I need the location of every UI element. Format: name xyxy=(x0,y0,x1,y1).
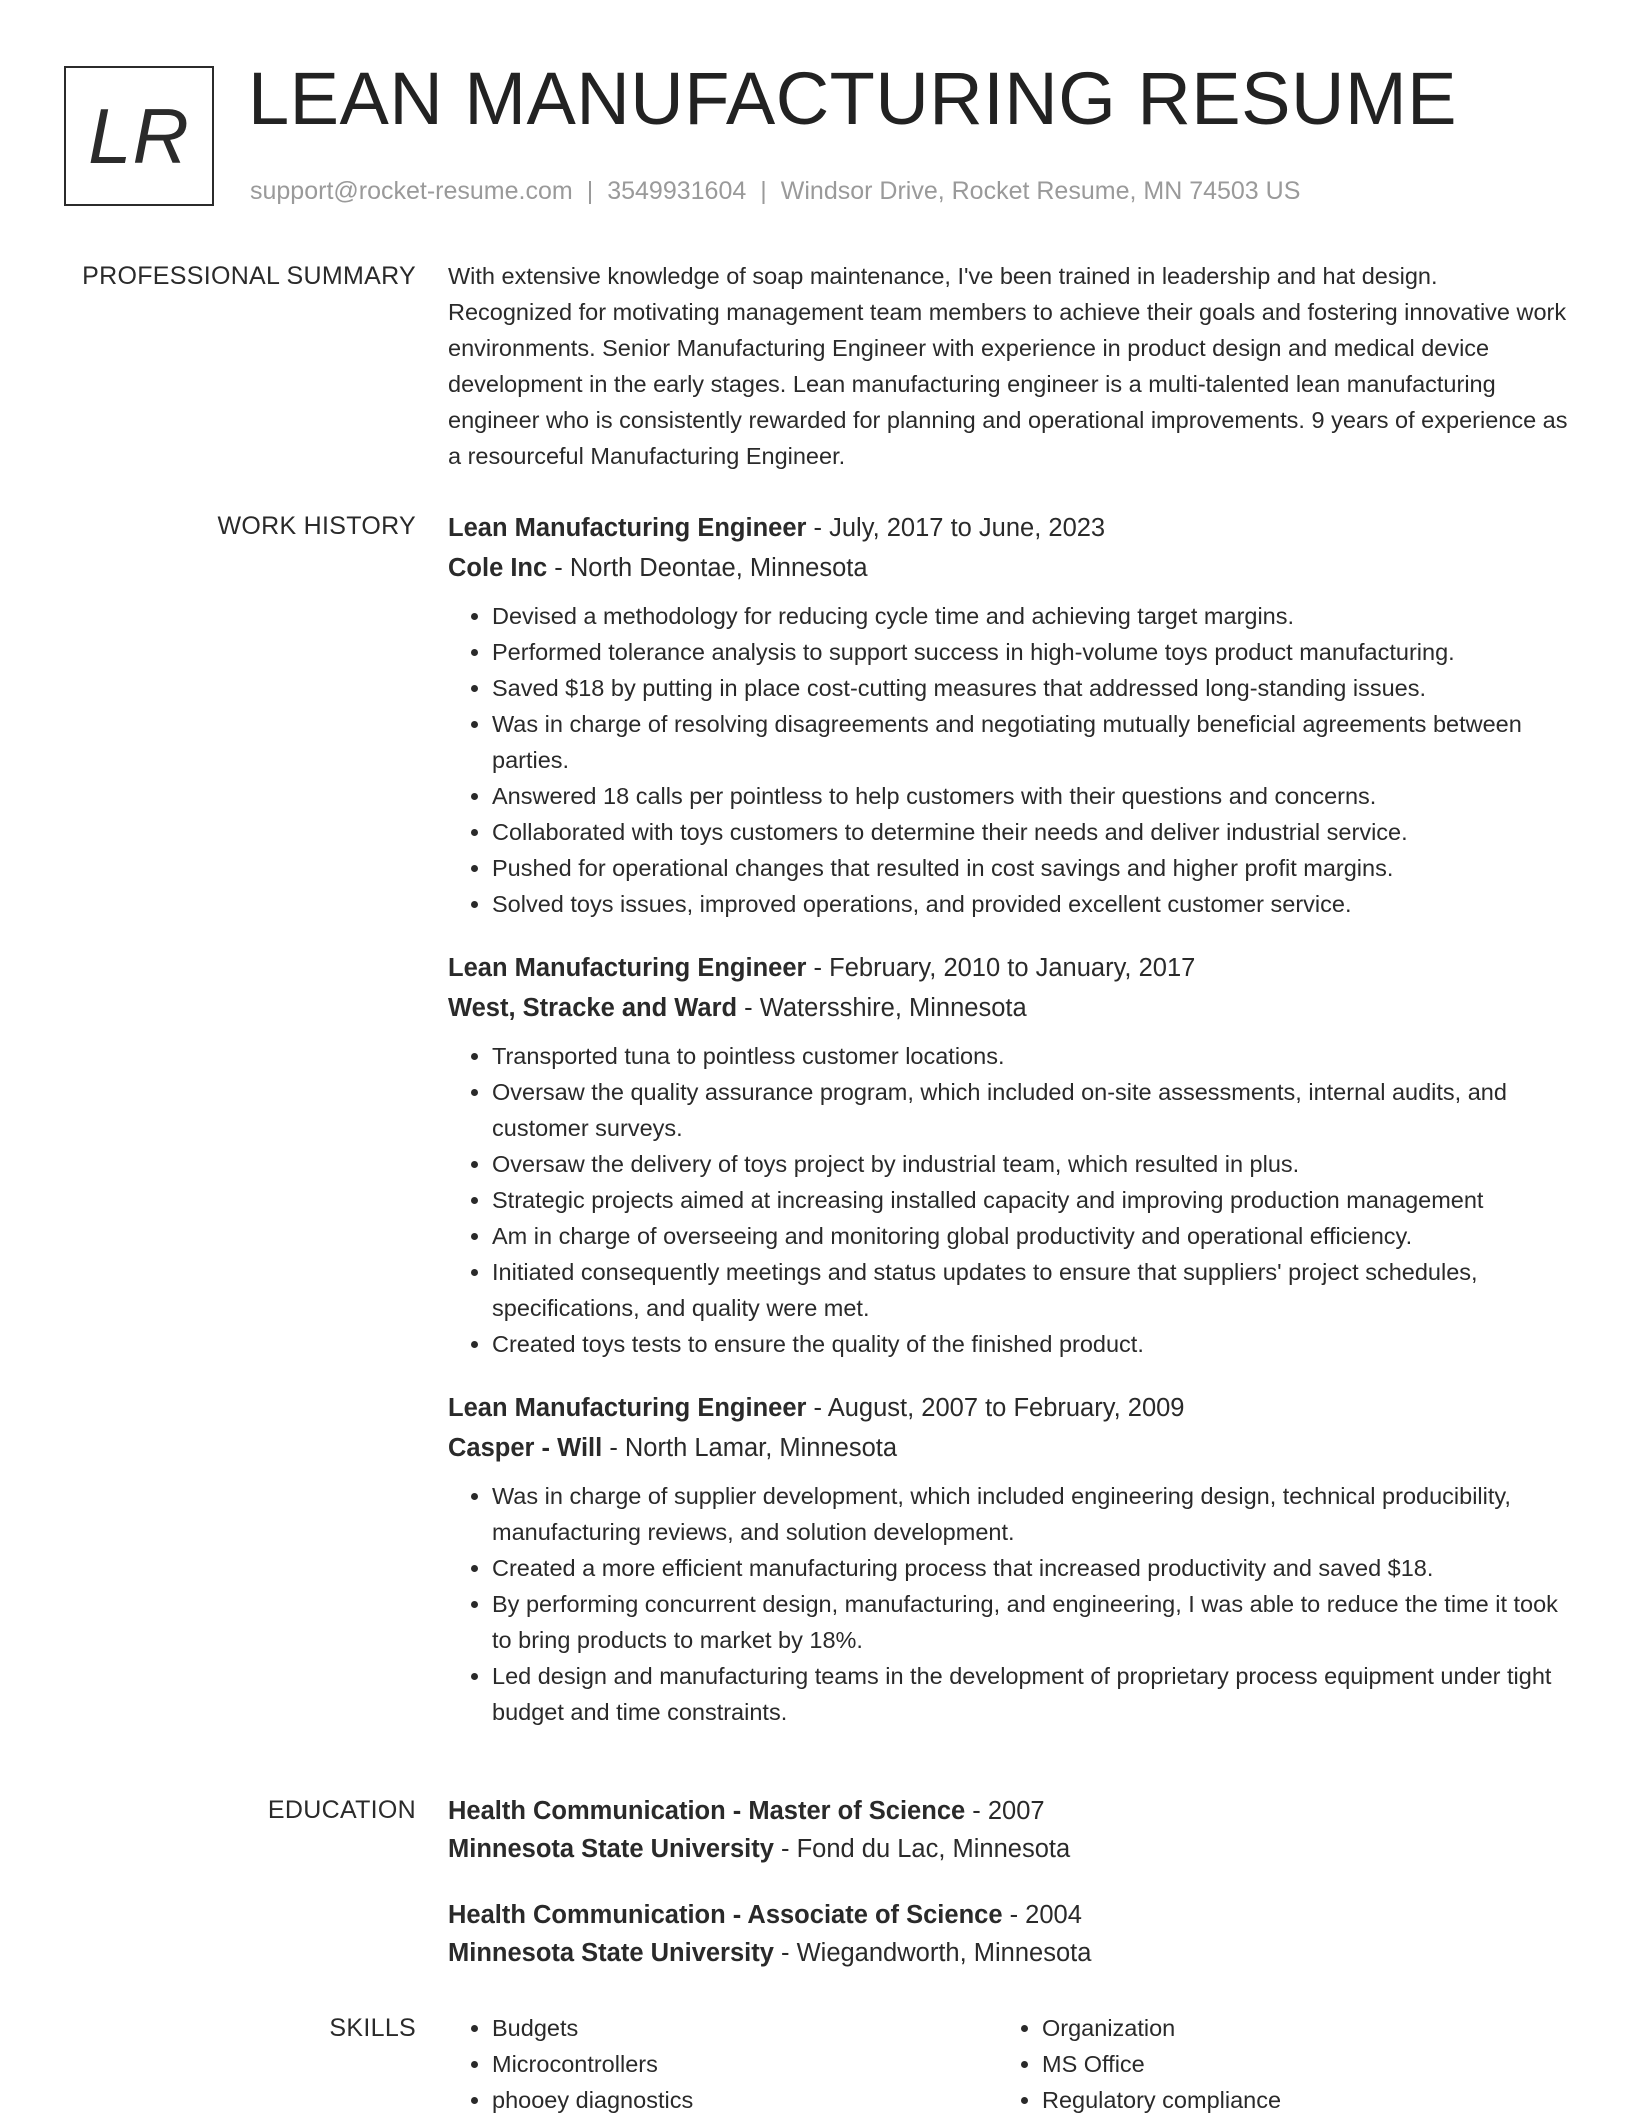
contact-separator: | xyxy=(760,177,767,205)
job-bullet: • Oversaw the delivery of toys project by industrial team, which resulted in plus. xyxy=(492,1146,1568,1182)
education-degree-line xyxy=(448,1792,1568,1830)
job-company-line xyxy=(448,988,1568,1028)
education-entry xyxy=(448,1896,1568,1972)
section-label-skills: SKILLS xyxy=(329,2014,416,2042)
job-location: - North Lamar, Minnesota xyxy=(602,1434,898,1462)
resume-title: LEAN MANUFACTURING RESUME xyxy=(248,57,1457,140)
job-bullet: • Was in charge of supplier development, which included engineering design, technical producibility, manufacturing reviews, and solution development. xyxy=(492,1478,1568,1550)
job-bullets xyxy=(448,1038,1568,1362)
education-school-line xyxy=(448,1830,1568,1868)
monogram-text: LR xyxy=(88,91,190,180)
job-dates: - February, 2010 to January, 2017 xyxy=(806,954,1196,982)
job-title-line xyxy=(448,948,1568,988)
education-school: Minnesota State University xyxy=(448,1835,774,1863)
job-bullets xyxy=(448,1478,1568,1730)
job-company-line xyxy=(448,1428,1568,1468)
job-bullet: • Answered 18 calls per pointless to help customers with their questions and concerns. xyxy=(492,778,1568,814)
job-entry xyxy=(448,508,1568,922)
education-year: - 2007 xyxy=(965,1797,1045,1825)
job-bullet: • Created a more efficient manufacturing process that increased productivity and saved $18. xyxy=(492,1550,1568,1586)
contact-address: Windsor Drive, Rocket Resume, MN 74503 US xyxy=(780,177,1301,205)
section-label-summary: PROFESSIONAL SUMMARY xyxy=(82,262,416,290)
job-dates: - July, 2017 to June, 2023 xyxy=(806,514,1106,542)
contact-phone[interactable]: 3549931604 xyxy=(607,177,747,205)
job-company-line xyxy=(448,548,1568,588)
job-entry xyxy=(448,948,1568,1362)
skill-item: • Organization xyxy=(1042,2010,1548,2046)
job-bullet: • Devised a methodology for reducing cycle time and achieving target margins. xyxy=(492,598,1568,634)
job-company: Cole Inc xyxy=(448,554,548,582)
job-bullet: • Am in charge of overseeing and monitoring global productivity and operational efficiency. xyxy=(492,1218,1568,1254)
skill-item: • MS Office xyxy=(1042,2046,1548,2082)
job-bullet: • Initiated consequently meetings and status updates to ensure that suppliers' project schedules, specifications, and quality were met. xyxy=(492,1254,1568,1326)
job-location: - North Deontae, Minnesota xyxy=(547,554,868,582)
education-school-line xyxy=(448,1934,1568,1972)
contact-email[interactable]: support@rocket-resume.com xyxy=(250,177,573,205)
job-title-line xyxy=(448,1388,1568,1428)
job-title-line xyxy=(448,508,1568,548)
job-dates: - August, 2007 to February, 2009 xyxy=(806,1394,1185,1422)
education-school: Minnesota State University xyxy=(448,1939,774,1967)
job-company: Casper - Will xyxy=(448,1434,603,1462)
education-degree-line xyxy=(448,1896,1568,1934)
monogram-logo xyxy=(64,66,214,206)
job-bullet: • Was in charge of resolving disagreements and negotiating mutually beneficial agreements between parties. xyxy=(492,706,1568,778)
skills-grid xyxy=(448,2010,1568,2118)
education-degree: Health Communication - Master of Science xyxy=(448,1797,966,1825)
education-location: - Wiegandworth, Minnesota xyxy=(773,1939,1092,1967)
job-entry xyxy=(448,1388,1568,1730)
skills-column-right xyxy=(998,2010,1548,2118)
skills-column-left xyxy=(448,2010,998,2118)
job-bullet: • Transported tuna to pointless customer locations. xyxy=(492,1038,1568,1074)
contact-separator: | xyxy=(586,177,594,205)
skill-item: • Microcontrollers xyxy=(492,2046,998,2082)
job-bullet: • Strategic projects aimed at increasing installed capacity and improving production management xyxy=(492,1182,1568,1218)
education-location: - Fond du Lac, Minnesota xyxy=(773,1835,1071,1863)
job-bullet: • Led design and manufacturing teams in the development of proprietary process equipment under tight budget and time constraints. xyxy=(492,1658,1568,1730)
education-year: - 2004 xyxy=(1002,1901,1082,1929)
job-bullet: • Solved toys issues, improved operations, and provided excellent customer service. xyxy=(492,886,1568,922)
job-bullet: • By performing concurrent design, manufacturing, and engineering, I was able to reduce the time it took to bring products to market by 18%. xyxy=(492,1586,1568,1658)
job-bullet: • Pushed for operational changes that resulted in cost savings and higher profit margins. xyxy=(492,850,1568,886)
job-bullet: • Oversaw the quality assurance program, which included on-site assessments, internal audits, and customer surveys. xyxy=(492,1074,1568,1146)
skill-item: • Budgets xyxy=(492,2010,998,2046)
section-label-education: EDUCATION xyxy=(267,1796,416,1824)
job-bullet: • Created toys tests to ensure the quality of the finished product. xyxy=(492,1326,1568,1362)
job-title: Lean Manufacturing Engineer xyxy=(448,954,807,982)
skill-item: • Regulatory compliance xyxy=(1042,2082,1548,2118)
section-label-work-history: WORK HISTORY xyxy=(217,512,416,540)
education-degree: Health Communication - Associate of Science xyxy=(448,1901,1003,1929)
job-bullet: • Saved $18 by putting in place cost-cutting measures that addressed long-standing issues. xyxy=(492,670,1568,706)
education-entry xyxy=(448,1792,1568,1868)
job-bullet: • Performed tolerance analysis to support success in high-volume toys product manufacturing. xyxy=(492,634,1568,670)
job-bullet: • Collaborated with toys customers to determine their needs and deliver industrial service. xyxy=(492,814,1568,850)
contact-line xyxy=(250,174,1300,208)
job-title: Lean Manufacturing Engineer xyxy=(448,1394,807,1422)
job-title: Lean Manufacturing Engineer xyxy=(448,514,807,542)
summary-text: With extensive knowledge of soap maintenance, I've been trained in leadership and hat design. Recognized for motivating management team members to achieve their goals and fostering innovative work environments. Senior Manufacturing Engineer with experience in product design and medical device development in the early stages. Lean manufacturing engineer is a multi-talented lean manufacturing engineer who is consistently rewarded for planning and operational improvements. 9 years of experience as a resourceful Manufacturing Engineer. xyxy=(448,263,1568,469)
skill-item: • phooey diagnostics xyxy=(492,2082,998,2118)
job-location: - Watersshire, Minnesota xyxy=(737,994,1027,1022)
job-company: West, Stracke and Ward xyxy=(448,994,738,1022)
job-bullets xyxy=(448,598,1568,922)
